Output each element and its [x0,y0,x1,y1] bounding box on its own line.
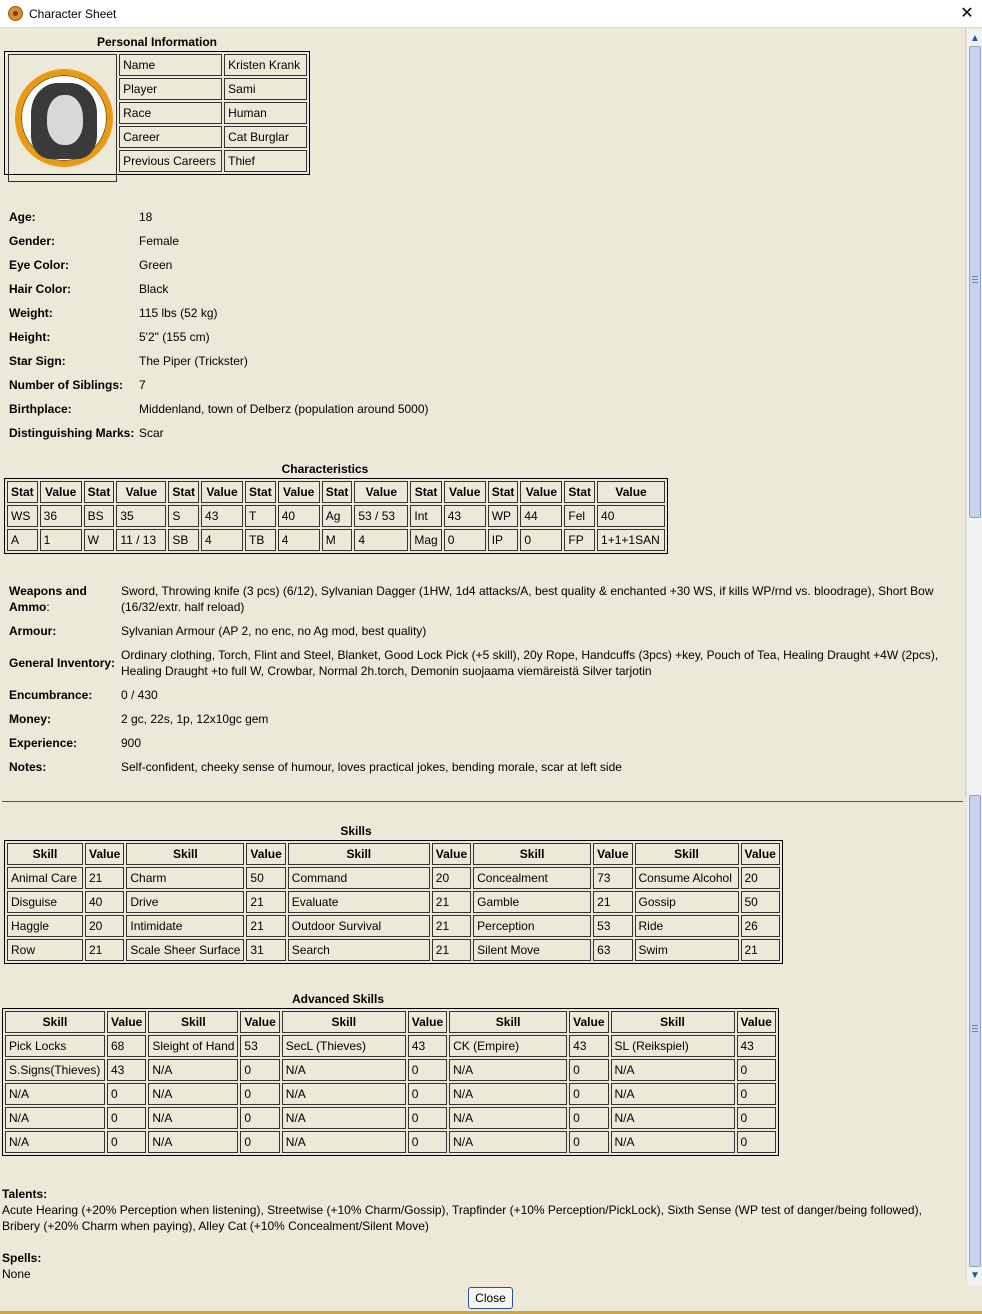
column-header: Value [432,843,471,865]
table-cell: Sleight of Hand [148,1035,238,1057]
advanced-skills-section [2,992,779,1156]
table-cell: 53 [240,1035,279,1057]
column-header: Stat [168,481,199,503]
column-header: Stat [410,481,441,503]
table-cell: Concealment [473,867,591,889]
inventory-value: Ordinary clothing, Torch, Flint and Steel, Blanket, Good Lock Pick (+5 skill), 20y Rope, Handcuffs (3pcs) +key, Pouch of Tea, Healing Draught +4W (2pcs), Healing Draught +to full W, Crowbar, Normal 2h.torch, Demonin suojaama viemäreistä Silver tarjotin [121,648,939,678]
table-cell: N/A [449,1059,567,1081]
table-cell: 31 [246,939,285,961]
table-cell: 1+1+1SAN [597,529,665,551]
table-cell: 4 [278,529,320,551]
table-row [7,939,780,961]
window-close-icon[interactable]: ✕ [960,5,974,22]
table-cell: 53 / 53 [354,505,408,527]
table-cell: N/A [282,1059,406,1081]
table-cell: 0 [569,1059,608,1081]
characteristics-caption: Characteristics [281,462,369,476]
detail-label: Number of Siblings: [9,378,123,392]
table-cell: 0 [737,1059,776,1081]
table-row [5,1083,776,1105]
table-cell: 0 [444,529,486,551]
table-cell: 43 [201,505,243,527]
column-header: Value [116,481,166,503]
column-header: Skill [288,843,430,865]
table-cell: 11 / 13 [116,529,166,551]
table-cell: Scale Sheer Surface [126,939,244,961]
table-cell: N/A [611,1083,735,1105]
spells-value: None [2,1267,31,1281]
column-header: Value [85,843,124,865]
column-header: Value [40,481,82,503]
table-cell: 21 [593,891,632,913]
table-cell: Command [288,867,430,889]
column-header: Value [201,481,243,503]
table-cell: Outdoor Survival [288,915,430,937]
table-cell: 0 [737,1083,776,1105]
column-header: Value [737,1011,776,1033]
table-cell: W [84,529,115,551]
column-header: Value [354,481,408,503]
encumbrance-value: 0 / 430 [121,688,158,702]
table-cell: Search [288,939,430,961]
detail-value: 18 [139,210,153,224]
table-row [7,891,780,913]
scroll-thumb-upper[interactable] [969,46,981,518]
detail-value: Green [139,258,173,272]
table-cell: 1 [40,529,82,551]
table-cell: 0 [408,1083,447,1105]
table-cell: 0 [569,1083,608,1105]
table-cell: SL (Reikspiel) [611,1035,735,1057]
column-header: Stat [564,481,595,503]
talents-value: Acute Hearing (+20% Perception when listening), Streetwise (+10% Charm/Gossip), Trapfinder (+10% Perception/PickLock), Sixth Sense (WP test of danger/being followed), Bribery (+20% Charm when paying), Alley Cat (+10% Concealment/Silent Move) [2,1203,922,1233]
table-cell: 43 [107,1059,146,1081]
column-header: Stat [7,481,38,503]
title-bar [0,0,982,28]
column-header: Value [569,1011,608,1033]
scroll-up-icon[interactable]: ▲ [970,33,980,44]
column-header: Value [278,481,320,503]
personal-info-caption: Personal Information [96,35,218,49]
table-cell: N/A [148,1059,238,1081]
table-cell: 0 [569,1131,608,1153]
character-portrait [15,69,113,167]
table-cell: N/A [449,1083,567,1105]
personal-value: Thief [224,150,307,172]
header-row [5,1011,776,1033]
column-header: Stat [84,481,115,503]
table-cell: 21 [85,939,124,961]
table-cell: N/A [148,1083,238,1105]
table-cell: WP [488,505,519,527]
table-cell: N/A [282,1083,406,1105]
scroll-thumb-lower[interactable] [969,795,981,1267]
personal-label: Name [119,54,222,76]
table-row [7,915,780,937]
table-cell: 53 [593,915,632,937]
column-header: Skill [449,1011,567,1033]
window-title: Character Sheet [29,7,117,21]
weapons-value: Sword, Throwing knife (3 pcs) (6/12), Sylvanian Dagger (1HW, 1d4 attacks/A, best quality & enchanted +30 WS, if kills WP/rnd vs. bloodrage), Short Bow (16/32/extr. half reload) [121,584,934,614]
table-cell: 0 [408,1059,447,1081]
personal-value: Cat Burglar [224,126,307,148]
table-cell: Gossip [635,891,739,913]
personal-label: Player [119,78,222,100]
table-cell: Ride [635,915,739,937]
table-cell: 0 [240,1083,279,1105]
experience-value: 900 [121,736,142,750]
table-cell: Consume Alcohol [635,867,739,889]
table-cell: Disguise [7,891,83,913]
close-button[interactable]: Close [468,1287,513,1309]
table-cell: TB [245,529,276,551]
table-cell: 20 [85,915,124,937]
table-cell: 4 [354,529,408,551]
column-header: Value [408,1011,447,1033]
table-cell: BS [84,505,115,527]
table-cell: FP [564,529,595,551]
table-row [5,1107,776,1129]
table-cell: 0 [737,1107,776,1129]
character-info-pane[interactable] [0,29,966,797]
weapons-label: Weapons and Ammo: [9,584,87,614]
table-row [7,529,665,551]
vertical-scrollbar[interactable] [966,29,982,1285]
notes-label: Notes: [9,760,47,774]
detail-value: 7 [139,378,146,392]
table-cell: 40 [597,505,665,527]
column-header: Value [741,843,780,865]
table-cell: Ag [322,505,353,527]
skills-section [4,824,783,964]
column-header: Skill [126,843,244,865]
table-cell: 63 [593,939,632,961]
detail-label: Age: [9,210,36,224]
table-cell: M [322,529,353,551]
personal-label: Previous Careers [119,150,222,172]
column-header: Skill [611,1011,735,1033]
table-cell: 50 [246,867,285,889]
table-cell: Gamble [473,891,591,913]
table-row [5,1059,776,1081]
column-header: Stat [245,481,276,503]
table-cell: 0 [240,1107,279,1129]
skills-caption: Skills [340,824,372,838]
table-cell: 43 [408,1035,447,1057]
table-cell: Charm [126,867,244,889]
skills-table [4,840,783,964]
table-row [5,1035,776,1057]
table-cell: 0 [408,1107,447,1129]
column-header: Value [444,481,486,503]
table-cell: SB [168,529,199,551]
table-cell: Haggle [7,915,83,937]
personal-label: Race [119,102,222,124]
experience-label: Experience: [9,736,78,750]
table-cell: N/A [148,1107,238,1129]
table-cell: 0 [569,1107,608,1129]
advanced-skills-table [2,1008,779,1156]
table-cell: N/A [148,1131,238,1153]
personal-label: Career [119,126,222,148]
personal-value: Kristen Krank [224,54,307,76]
table-cell: 0 [107,1107,146,1129]
portrait-cell [8,54,117,182]
characteristics-section [4,462,668,554]
detail-label: Birthplace: [9,402,72,416]
table-cell: Evaluate [288,891,430,913]
table-cell: 0 [737,1131,776,1153]
header-row [7,843,780,865]
talents-label: Talents: [2,1187,48,1201]
table-cell: 21 [246,915,285,937]
table-cell: 21 [85,867,124,889]
table-cell: S [168,505,199,527]
detail-label: Height: [9,330,51,344]
table-cell: 43 [444,505,486,527]
table-cell: 36 [40,505,82,527]
table-cell: 0 [240,1131,279,1153]
scroll-down-icon[interactable]: ▼ [970,1270,980,1281]
column-header: Stat [322,481,353,503]
table-row [5,1131,776,1153]
table-cell: 0 [107,1131,146,1153]
table-cell: N/A [611,1131,735,1153]
column-header: Value [593,843,632,865]
detail-value: Middenland, town of Delberz (population around 5000) [139,402,429,416]
table-cell: N/A [611,1059,735,1081]
table-cell: 43 [737,1035,776,1057]
table-cell: Mag [410,529,441,551]
table-cell: 21 [246,891,285,913]
detail-value: Female [139,234,180,248]
table-row [7,867,780,889]
table-cell: Row [7,939,83,961]
detail-value: 115 lbs (52 kg) [139,306,218,320]
table-cell: 50 [741,891,780,913]
table-cell: N/A [5,1083,105,1105]
encumbrance-label: Encumbrance: [9,688,93,702]
armour-label: Armour: [9,624,57,638]
table-cell: 35 [116,505,166,527]
column-header: Skill [473,843,591,865]
detail-label: Eye Color: [9,258,70,272]
table-cell: Pick Locks [5,1035,105,1057]
detail-label: Star Sign: [9,354,66,368]
table-cell: 20 [432,867,471,889]
column-header: Skill [282,1011,406,1033]
advanced-skills-caption: Advanced Skills [291,992,385,1006]
table-cell: A [7,529,38,551]
header-row [7,481,665,503]
table-cell: N/A [611,1107,735,1129]
detail-label: Gender: [9,234,56,248]
inventory-label: General Inventory: [9,656,116,670]
table-cell: 43 [569,1035,608,1057]
table-cell: 0 [520,529,562,551]
table-cell: 40 [85,891,124,913]
table-cell: 21 [741,939,780,961]
detail-value: Scar [139,426,164,440]
column-header: Value [240,1011,279,1033]
table-cell: Swim [635,939,739,961]
detail-label: Hair Color: [9,282,72,296]
table-cell: SecL (Thieves) [282,1035,406,1057]
detail-label: Distinguishing Marks: [9,426,135,440]
column-header: Stat [488,481,519,503]
detail-value: The Piper (Trickster) [139,354,248,368]
table-cell: N/A [5,1131,105,1153]
table-cell: Animal Care [7,867,83,889]
column-header: Value [597,481,665,503]
money-label: Money: [9,712,51,726]
characteristics-table [4,478,668,554]
skills-pane[interactable] [0,802,966,1285]
column-header: Value [520,481,562,503]
table-cell: N/A [5,1107,105,1129]
table-cell: 21 [432,915,471,937]
table-cell: 0 [107,1083,146,1105]
table-cell: Perception [473,915,591,937]
table-cell: Int [410,505,441,527]
table-cell: 20 [741,867,780,889]
table-cell: CK (Empire) [449,1035,567,1057]
column-header: Skill [5,1011,105,1033]
money-value: 2 gc, 22s, 1p, 12x10gc gem [121,712,269,726]
detail-label: Weight: [9,306,53,320]
armour-value: Sylvanian Armour (AP 2, no enc, no Ag mod, best quality) [121,624,427,638]
table-cell: 21 [432,891,471,913]
personal-value: Human [224,102,307,124]
table-cell: Intimidate [126,915,244,937]
column-header: Skill [635,843,739,865]
table-cell: N/A [449,1107,567,1129]
table-cell: 68 [107,1035,146,1057]
notes-value: Self-confident, cheeky sense of humour, loves practical jokes, bending morale, scar at left side [121,760,622,774]
personal-value: Sami [224,78,307,100]
table-cell: 21 [432,939,471,961]
column-header: Skill [148,1011,238,1033]
table-cell: S.Signs(Thieves) [5,1059,105,1081]
table-cell: 0 [240,1059,279,1081]
table-cell: 26 [741,915,780,937]
table-cell: 4 [201,529,243,551]
detail-value: Black [139,282,169,296]
table-cell: N/A [282,1107,406,1129]
table-cell: Fel [564,505,595,527]
table-cell: Drive [126,891,244,913]
table-cell: WS [7,505,38,527]
column-header: Value [107,1011,146,1033]
app-icon [8,6,23,21]
table-cell: N/A [282,1131,406,1153]
table-cell: IP [488,529,519,551]
column-header: Value [246,843,285,865]
detail-value: 5'2" (155 cm) [139,330,210,344]
table-cell: T [245,505,276,527]
spells-label: Spells: [2,1251,42,1265]
table-row [7,505,665,527]
table-cell: 73 [593,867,632,889]
column-header: Skill [7,843,83,865]
table-cell: 0 [408,1131,447,1153]
table-cell: Silent Move [473,939,591,961]
table-cell: 44 [520,505,562,527]
table-cell: 40 [278,505,320,527]
table-cell: N/A [449,1131,567,1153]
